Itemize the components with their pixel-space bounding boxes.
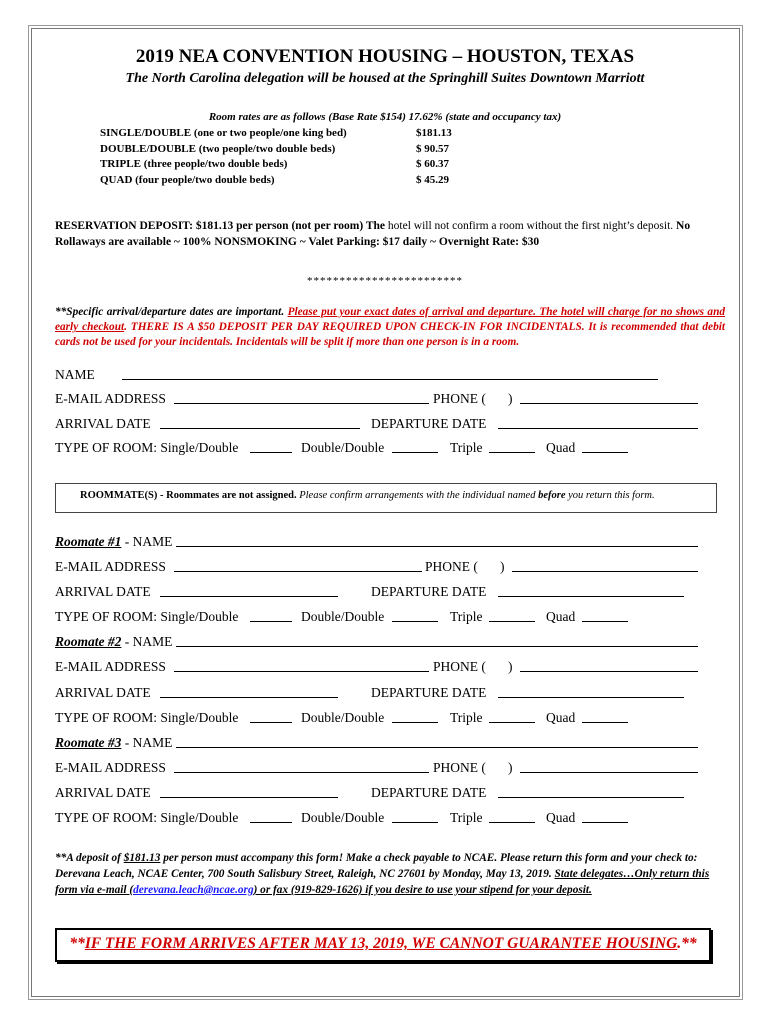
rate-row-single: [0, 127, 770, 141]
rates-header: Room rates are as follows (Base Rate $154) 17.62% (state and occupancy tax): [208, 111, 562, 123]
roommate2-triple-field[interactable]: [489, 710, 535, 723]
roommate3-double-label: Double/Double: [301, 810, 385, 825]
roommate3-email-label: E-MAIL ADDRESS: [55, 760, 166, 775]
departure-field[interactable]: [498, 416, 698, 429]
roommate3-email-field[interactable]: [174, 760, 429, 773]
roommate2-name-field[interactable]: [176, 634, 698, 647]
roommate2-name-row: [55, 634, 172, 650]
roommate1-phone-paren: ): [500, 559, 505, 574]
roommate2-phone-paren: ): [508, 659, 513, 674]
room-type-label: TYPE OF ROOM: Single/Double: [55, 440, 239, 455]
roommate1-triple-field[interactable]: [489, 609, 535, 622]
deposit-policies: No Rollaways are available ~ 100% NONSMOKING ~ Valet Parking: $17 daily ~ Overnight Rate: $30: [55, 220, 691, 248]
roommate1-single-field[interactable]: [250, 609, 292, 622]
roommate2-double-label: Double/Double: [301, 710, 385, 725]
rate-row-quad: [0, 174, 770, 188]
rate-name: QUAD (four people/two double beds): [100, 174, 275, 186]
roommate2-double-field[interactable]: [392, 710, 438, 723]
roommate-notice-bold: ROOMMATE(S) - Roommates are not assigned.: [80, 490, 297, 501]
roommate2-phone-field[interactable]: [520, 659, 698, 672]
phone-field[interactable]: [520, 391, 698, 404]
roommate3-double-field[interactable]: [392, 810, 438, 823]
roommate2-email-field[interactable]: [174, 659, 429, 672]
rate-price: $ 45.29: [416, 174, 449, 186]
roommate3-phone-paren: ): [508, 760, 513, 775]
rate-name: TRIPLE (three people/two double beds): [100, 158, 288, 170]
roommate3-quad-field[interactable]: [582, 810, 628, 823]
phone-label: PHONE (: [433, 391, 486, 406]
roommate2-single-field[interactable]: [250, 710, 292, 723]
roommate3-name-row: [55, 735, 172, 751]
roommate1-name-field[interactable]: [176, 534, 698, 547]
page-subtitle: The North Carolina delegation will be housed at the Springhill Suites Downtown Marriott: [125, 71, 645, 86]
quad-label: Quad: [546, 440, 576, 455]
name-row: [55, 367, 95, 383]
roommate2-departure-label: DEPARTURE DATE: [371, 685, 487, 700]
roommate2-quad-field[interactable]: [582, 710, 628, 723]
single-double-field[interactable]: [250, 440, 292, 453]
rate-price: $181.13: [416, 127, 452, 139]
roommate1-arrival-label: ARRIVAL DATE: [55, 584, 151, 599]
roommate1-name-row: [55, 534, 172, 550]
double-double-field[interactable]: [392, 440, 438, 453]
roommate2-quad-label: Quad: [546, 710, 576, 725]
email-field[interactable]: [174, 391, 429, 404]
departure-label: DEPARTURE DATE: [371, 416, 487, 431]
phone-paren: ): [508, 391, 513, 406]
rate-name: SINGLE/DOUBLE (one or two people/one king bed): [100, 127, 347, 139]
deposit-paragraph: [55, 218, 725, 250]
deposit-amount: $181.13: [123, 852, 161, 864]
roommate1-email-label: E-MAIL ADDRESS: [55, 559, 166, 574]
roommate2-heading: Roomate #2: [55, 634, 122, 649]
note-intro: **Specific arrival/departure dates are important.: [55, 306, 285, 318]
name-label: NAME: [55, 367, 95, 382]
note-warning: Please put your exact dates of arrival and departure. The hotel will charge for no shows and early checkout: [55, 306, 726, 333]
deposit-bold: RESERVATION DEPOSIT: $181.13 per person (not per room) The: [55, 220, 386, 232]
roommate3-phone-label: PHONE (: [433, 760, 486, 775]
arrival-field[interactable]: [160, 416, 360, 429]
roommate1-heading: Roomate #1: [55, 534, 122, 549]
rate-name: DOUBLE/DOUBLE (two people/two double beds): [100, 143, 336, 155]
roommate1-quad-label: Quad: [546, 609, 576, 624]
note-deposit: . THERE IS A $50 DEPOSIT PER DAY REQUIRED UPON CHECK-IN FOR INCIDENTALS. It is recommended that debit cards not be used for your incidentals. Incidentals will be split if more than one person is in a room.: [55, 321, 725, 348]
roommate3-departure-field[interactable]: [498, 785, 684, 798]
roommate3-heading: Roomate #3: [55, 735, 122, 750]
roommate1-phone-field[interactable]: [512, 559, 698, 572]
roommate1-departure-label: DEPARTURE DATE: [371, 584, 487, 599]
separator-stars: ************************: [307, 275, 463, 287]
roommate1-phone-label: PHONE (: [425, 559, 478, 574]
roommate1-email-field[interactable]: [174, 559, 422, 572]
state-delegates-note: State delegates…Only return this form via e-mail (derevana.leach@ncae.org) or fax (919-829-1626) if you desire to use your stipend for your deposit.: [55, 868, 710, 896]
rate-row-double: [0, 143, 770, 157]
double-double-label: Double/Double: [301, 440, 385, 455]
roommate-name-label: - NAME: [121, 634, 173, 649]
roommate3-departure-label: DEPARTURE DATE: [371, 785, 487, 800]
roommate3-quad-label: Quad: [546, 810, 576, 825]
page-title: 2019 NEA CONVENTION HOUSING – HOUSTON, TEXAS: [135, 46, 635, 67]
deposit-text: hotel will not confirm a room without the first night’s deposit.: [385, 220, 674, 232]
roommate1-quad-field[interactable]: [582, 609, 628, 622]
roommate1-triple-label: Triple: [450, 609, 483, 624]
quad-field[interactable]: [582, 440, 628, 453]
roommate2-phone-label: PHONE (: [433, 659, 486, 674]
deadline-warning: **IF THE FORM ARRIVES AFTER MAY 13, 2019, WE CANNOT GUARANTEE HOUSING.**: [69, 935, 697, 952]
email-label: E-MAIL ADDRESS: [55, 391, 166, 406]
triple-label: Triple: [450, 440, 483, 455]
dates-note: [55, 305, 725, 350]
roommate2-type-label: TYPE OF ROOM: Single/Double: [55, 710, 239, 725]
rate-row-triple: [0, 158, 770, 172]
name-field[interactable]: [122, 367, 658, 380]
roommate-name-label: - NAME: [121, 534, 173, 549]
roommate-name-label: - NAME: [121, 735, 173, 750]
roommate3-arrival-label: ARRIVAL DATE: [55, 785, 151, 800]
roommate3-phone-field[interactable]: [520, 760, 698, 773]
roommate3-name-field[interactable]: [176, 735, 698, 748]
roommate-notice: [80, 490, 655, 501]
roommate2-triple-label: Triple: [450, 710, 483, 725]
roommate2-email-label: E-MAIL ADDRESS: [55, 659, 166, 674]
roommate3-single-field[interactable]: [250, 810, 292, 823]
roommate3-triple-field[interactable]: [489, 810, 535, 823]
roommate-notice-text: Please confirm arrangements with the individual named before you return this form.: [299, 490, 655, 501]
roommate1-double-label: Double/Double: [301, 609, 385, 624]
roommate1-type-label: TYPE OF ROOM: Single/Double: [55, 609, 239, 624]
roommate2-departure-field[interactable]: [498, 685, 684, 698]
roommate2-arrival-field[interactable]: [160, 685, 338, 698]
rate-price: $ 90.57: [416, 143, 449, 155]
roommate1-double-field[interactable]: [392, 609, 438, 622]
roommate3-arrival-field[interactable]: [160, 785, 338, 798]
roommate1-arrival-field[interactable]: [160, 584, 338, 597]
roommate3-triple-label: Triple: [450, 810, 483, 825]
roommate3-type-label: TYPE OF ROOM: Single/Double: [55, 810, 239, 825]
triple-field[interactable]: [489, 440, 535, 453]
arrival-label: ARRIVAL DATE: [55, 416, 151, 431]
contact-email-link[interactable]: derevana.leach@ncae.org: [133, 884, 254, 896]
roommate2-arrival-label: ARRIVAL DATE: [55, 685, 151, 700]
rate-price: $ 60.37: [416, 158, 449, 170]
deposit-instructions: **A deposit of $181.13 per person must accompany this form! Make a check payable to NCAE. Please return this form and your check to: Derevana Leach, NCAE Center, 700 South Salisbury Street, Raleigh, NC 27601 by Monday, May 13, 2019. State delegates…Only return this form via e-mail (derevana.leach@ncae.org) or fax (919-829-1626) if you desire to use your stipend for your deposit.: [55, 852, 710, 896]
roommate1-departure-field[interactable]: [498, 584, 684, 597]
email-row: [55, 391, 166, 407]
